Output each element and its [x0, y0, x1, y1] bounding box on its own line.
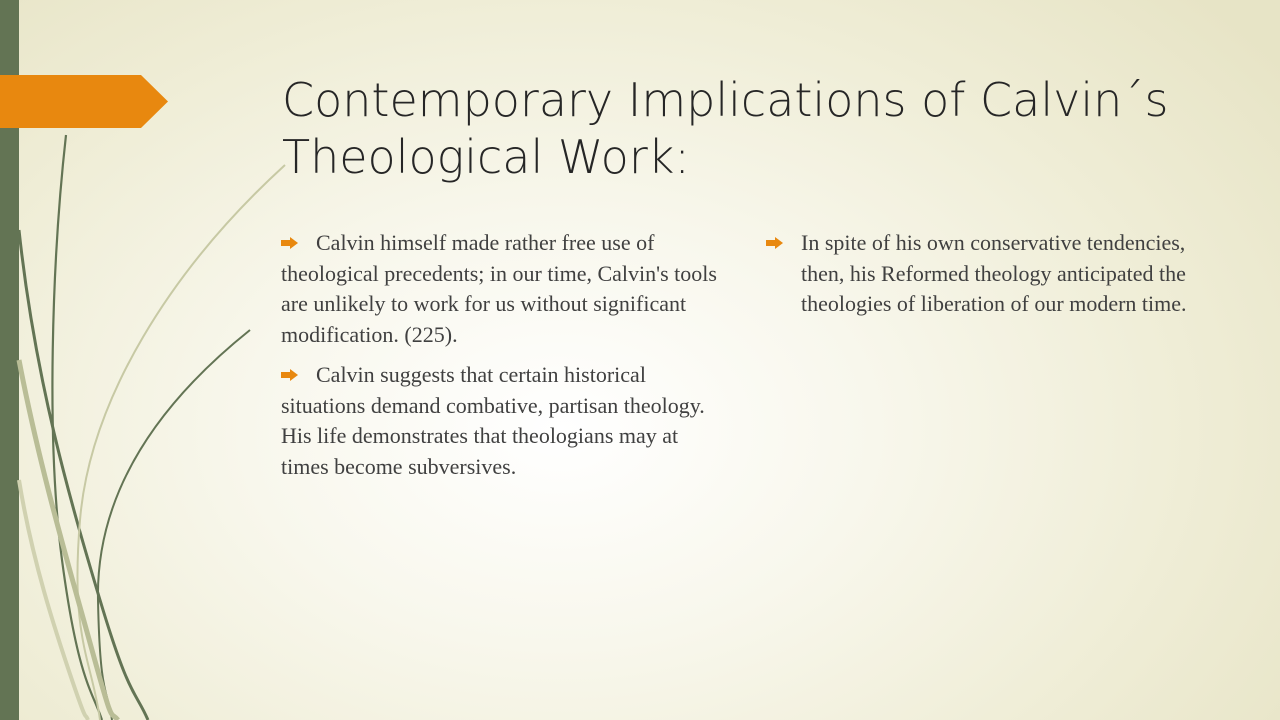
bullet-item [281, 360, 721, 482]
bullet-item [281, 228, 721, 350]
arrow-bullet-icon [281, 360, 316, 381]
accent-arrow-tab [0, 75, 168, 128]
bullet-item [766, 228, 1206, 320]
arrow-bullet-icon [281, 228, 316, 249]
right-bullet-list [766, 228, 1206, 330]
arrow-bullet-icon [766, 228, 801, 249]
slide-title: Contemporary Implications of Calvin´s Theological Work: [282, 73, 1169, 184]
bullet-text: Calvin himself made rather free use of theological precedents; in our time, Calvin's tools are unlikely to work for us without significant modification. (225). [281, 230, 717, 347]
bullet-text: Calvin suggests that certain historical situations demand combative, partisan theology. His life demonstrates that theologians may at times become subversives. [281, 362, 705, 479]
left-bullet-list [281, 228, 721, 492]
bullet-text: In spite of his own conservative tendencies, then, his Reformed theology anticipated the theologies of liberation of our modern time. [801, 230, 1187, 316]
